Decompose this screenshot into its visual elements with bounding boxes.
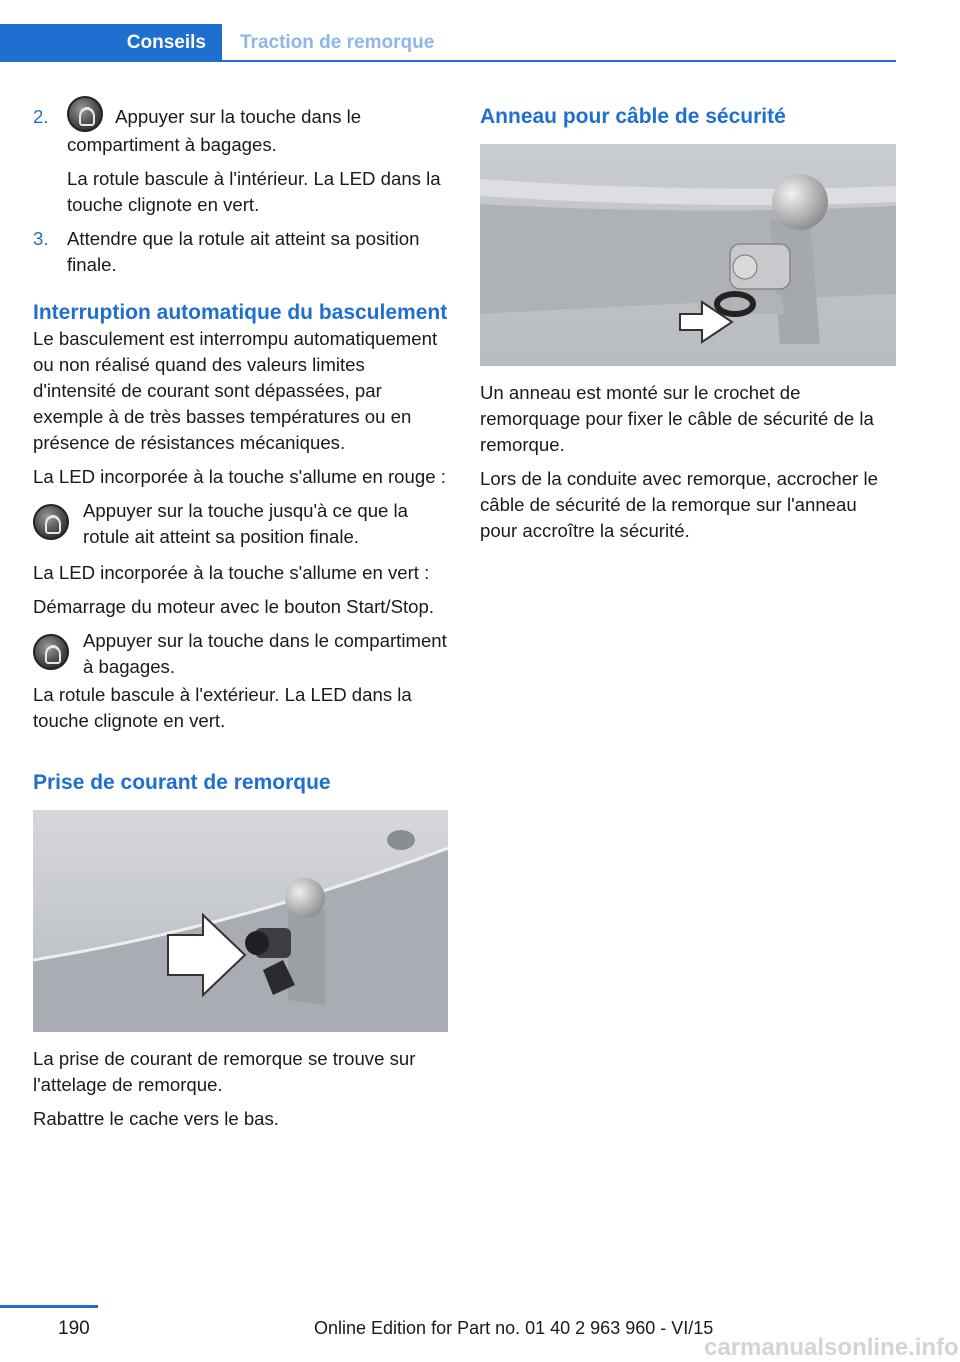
section-tab[interactable]: Conseils [0,24,222,62]
led-green-paragraph: La LED incorporée à la touche s'allume en vert : [33,562,430,584]
step-number: 2. [33,106,49,127]
interruption-paragraph: Le basculement est interrompu automatiquement ou non réalisé quand des valeurs limites d'intensité de courant sont dépassées, par exemple à de très basses températures ou en présence de résistances mécaniques. [33,328,438,454]
step-text: Appuyer sur la touche dans le compartiment à bagages. [67,106,362,156]
watermark: carmanualsonline.info [704,1334,959,1361]
edition-text: Online Edition for Part no. 01 40 2 963 960 - VI/15 [314,1318,714,1338]
step-note: La rotule bascule à l'intérieur. La LED dans la touche clignote en vert. [67,168,441,216]
swing-out-paragraph: La rotule bascule à l'extérieur. La LED dans la touche clignote en vert. [33,684,412,732]
left-column [33,104,448,1140]
socket-heading: Prise de courant de remorque [33,771,331,795]
subsection-tab[interactable]: Traction de remorque [240,32,435,53]
ring-heading: Anneau pour câble de sécurité [480,105,786,128]
step-number: 3. [33,228,49,250]
icon-instruction-row [33,498,448,550]
towbar-button-icon [67,96,103,132]
trailer-socket-illustration [33,810,448,1032]
towbar-button-icon [33,634,69,670]
socket-paragraph-2: Rabattre le cache vers le bas. [33,1108,279,1130]
icon-instruction-text: Appuyer sur la touche dans le compartiment à bagages. [83,630,447,678]
engine-start-paragraph: Démarrage du moteur avec le bouton Start/Stop. [33,596,435,618]
led-red-paragraph: La LED incorporée à la touche s'allume en rouge : [33,466,446,488]
socket-paragraph-1: La prise de courant de remorque se trouve sur l'attelage de remorque. [33,1048,416,1096]
icon-instruction-text: Appuyer sur la touche jusqu'à ce que la rotule ait atteint sa position finale. [83,500,409,548]
page-header [0,24,896,62]
header-divider [222,60,896,62]
step-2 [33,104,448,218]
footer-divider [0,1305,98,1308]
ring-paragraph-1: Un anneau est monté sur le crochet de remorquage pour fixer le câble de sécurité de la remorque. [480,382,874,455]
icon-instruction-row [33,628,448,680]
safety-ring-illustration [480,144,896,366]
page-number: 190 [58,1318,90,1339]
towbar-button-icon [33,504,69,540]
step-text: Attendre que la rotule ait atteint sa position finale. [67,228,420,276]
step-3 [33,226,448,278]
right-column [480,104,896,552]
interruption-heading: Interruption automatique du basculement [33,301,448,325]
ring-paragraph-2: Lors de la conduite avec remorque, accrocher le câble de sécurité de la remorque sur l'anneau pour accroître la sécurité. [480,468,878,541]
